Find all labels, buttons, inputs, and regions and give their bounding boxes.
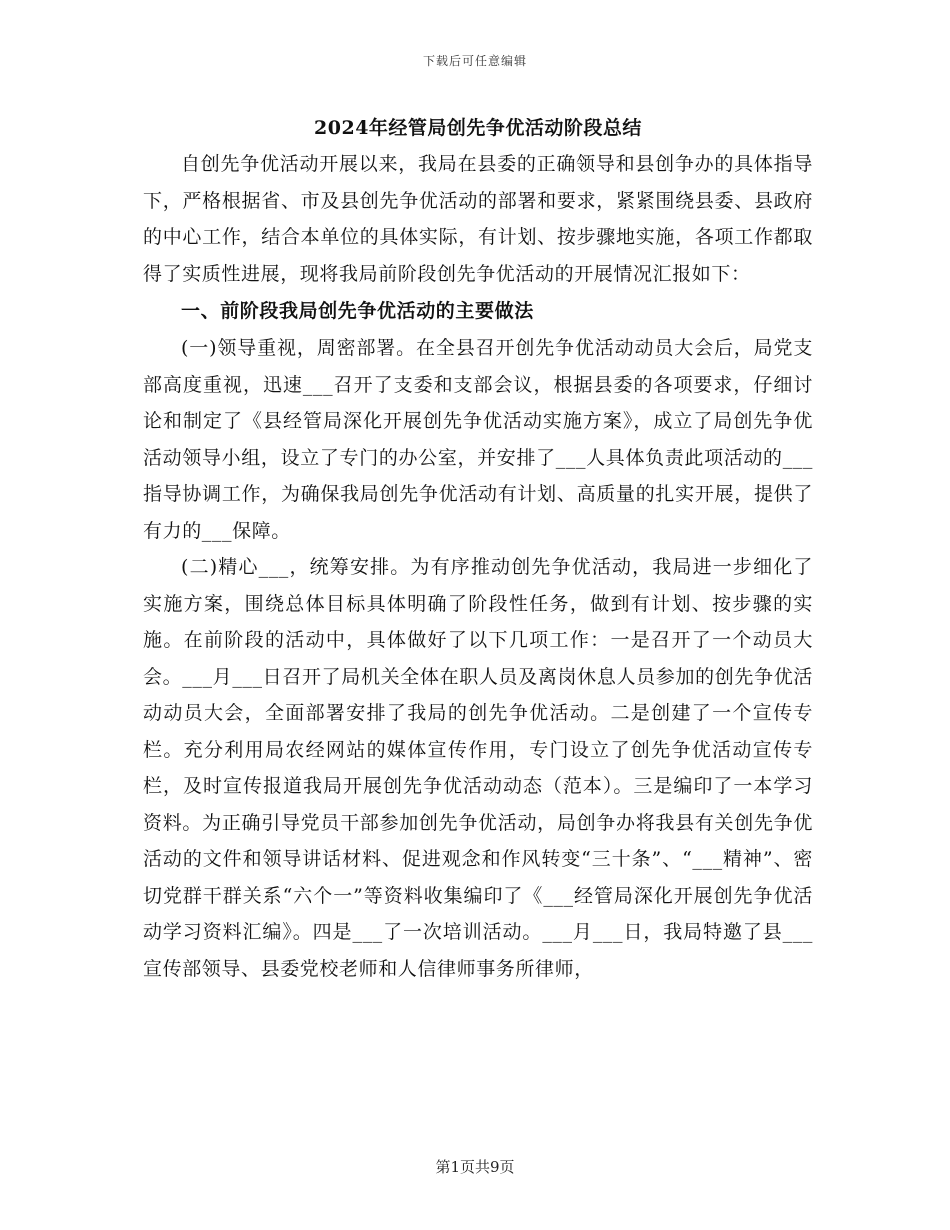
paragraph-leadership: (一)领导重视，周密部署。在全县召开创先争优活动动员大会后，局党支部高度重视，迅速___召开了支委和支部会议，根据县委的各项要求，仔细讨论和制定了《县经管局深化开展创先争优活动实施方案》，成立了局创先争优活动领导小组，设立了专门的办公室，并安排了___人具体负责此项活动的___指导协调工作，为确保我局创先争优活动有计划、高质量的扎实开展，提供了有力的___保障。 — [143, 337, 813, 542]
intro-paragraph: 自创先争优活动开展以来，我局在县委的正确领导和县创争办的具体指导下，严格根据省、市及县创先争优活动的部署和要求，紧紧围绕县委、县政府的中心工作，结合本单位的具体实际，有计划、按步骤地实施，各项工作都取得了实质性进展，现将我局前阶段创先争优活动的开展情况汇报如下： — [143, 153, 813, 285]
document-body — [143, 110, 813, 987]
paragraph-arrangement: (二)精心___，统筹安排。为有序推动创先争优活动，我局进一步细化了实施方案，围绕总体目标具体明确了阶段性任务，做到有计划、按步骤的实施。在前阶段的活动中，具体做好了以下几项工作：一是召开了一个动员大会。___月___日召开了局机关全体在职人员及离岗休息人员参加的创先争优活动动员大会，全面部署安排了我局的创先争优活动。二是创建了一个宣传专栏。充分利用局农经网站的媒体宣传作用，专门设立了创先争优活动宣传专栏，及时宣传报道我局开展创先争优活动动态（范本）。三是编印了一本学习资料。为正确引导党员干部参加创先争优活动，局创争办将我县有关创先争优活动的文件和领导讲话材料、促进观念和作风转变“三十条”、“___精神”、密切党群干群关系“六个一”等资料收集编印了《___经管局深化开展创先争优活动学习资料汇编》。四是___了一次培训活动。___月___日，我局特邀了县___宣传部领导、县委党校老师和人信律师事务所律师， — [143, 556, 813, 980]
page-number: 第1页共9页 — [435, 1158, 515, 1176]
header-note: 下载后可任意编辑 — [422, 54, 527, 68]
document-title: 2024年经管局创先争优活动阶段总结 — [314, 117, 642, 139]
section-heading: 一、前阶段我局创先争优活动的主要做法 — [181, 300, 534, 322]
